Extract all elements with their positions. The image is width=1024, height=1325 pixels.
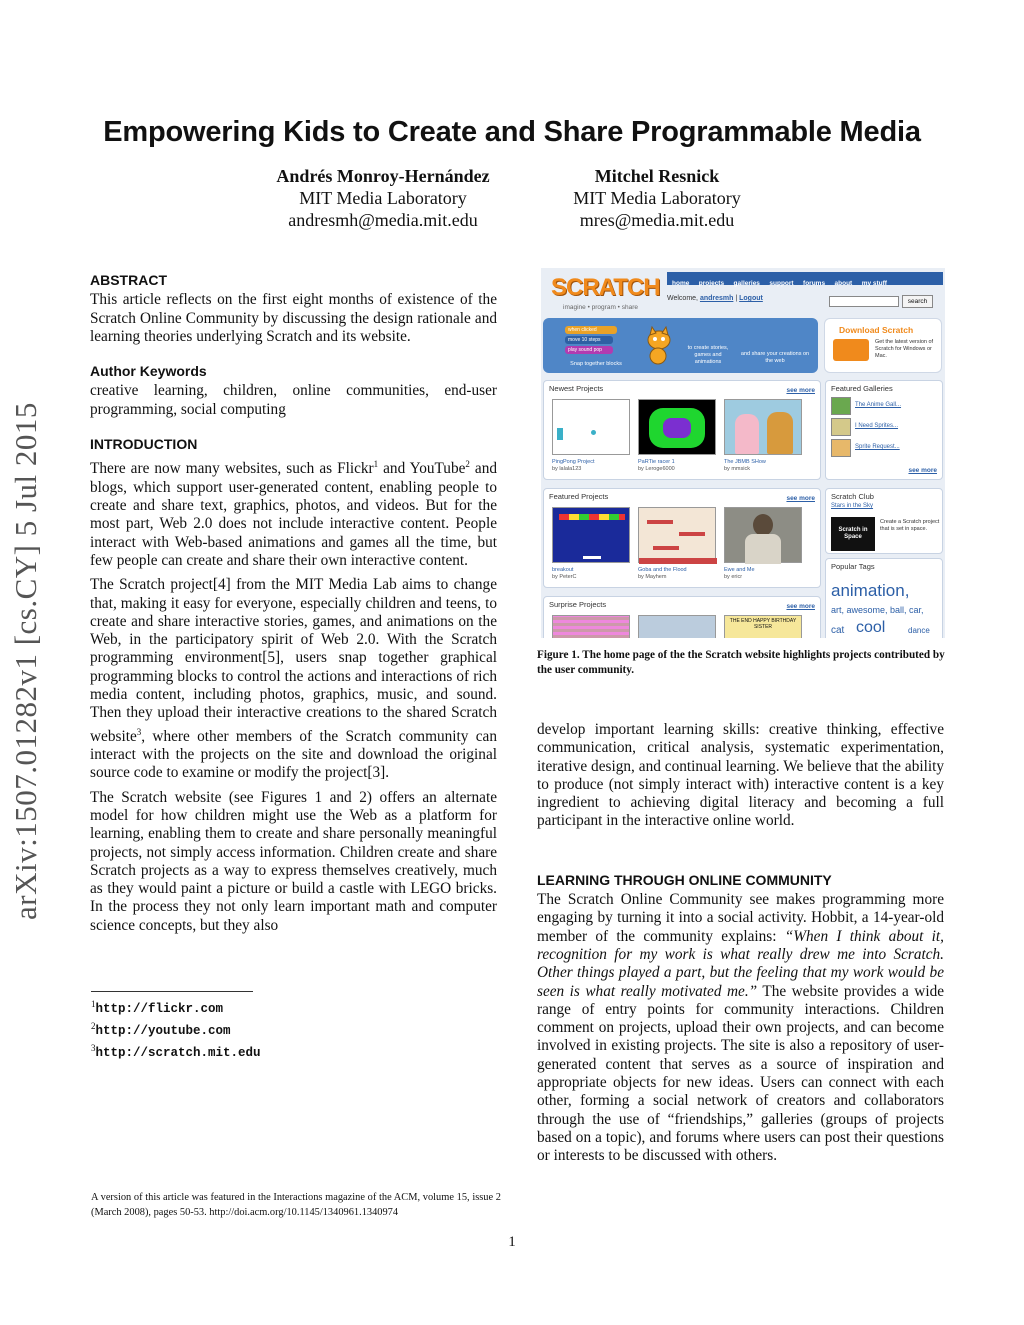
project-name[interactable]: PingPong Project bbox=[552, 459, 595, 465]
project-name[interactable]: Ewe and Me bbox=[724, 567, 755, 573]
search-input[interactable] bbox=[829, 296, 899, 307]
download-text: Get the latest version of Scratch for Windows or Mac. bbox=[875, 339, 934, 359]
project-thumbnail[interactable] bbox=[638, 399, 716, 455]
banner-snap-text: Snap together blocks bbox=[570, 361, 622, 367]
cat-sprite-icon bbox=[643, 326, 675, 366]
gallery-link[interactable]: Sprite Request... bbox=[855, 444, 900, 450]
user-link[interactable]: andresmh bbox=[699, 295, 734, 302]
nav-galleries[interactable]: galleries bbox=[733, 280, 760, 287]
featured-projects-heading: Featured Projects bbox=[549, 492, 609, 501]
footnote-1: $^1$http://flickr.com bbox=[91, 999, 224, 1017]
download-icon bbox=[833, 339, 869, 361]
gallery-link[interactable]: I Need Sprites... bbox=[855, 423, 899, 429]
author-block-1 bbox=[254, 165, 512, 231]
see-more-link[interactable]: see more bbox=[786, 387, 815, 394]
abstract-heading: ABSTRACT bbox=[90, 272, 167, 288]
block-move: move 10 steps bbox=[565, 336, 613, 344]
project-author[interactable]: by Leroge6000 bbox=[638, 466, 675, 472]
featured-galleries-heading: Featured Galleries bbox=[831, 384, 893, 393]
nav-support[interactable]: support bbox=[769, 280, 794, 287]
nav-home[interactable]: home bbox=[672, 280, 690, 287]
project-name[interactable]: Goba and the Flood bbox=[638, 567, 687, 573]
see-more-link[interactable]: see more bbox=[908, 467, 937, 474]
footnote-3: $^3$http://scratch.mit.edu bbox=[91, 1043, 261, 1061]
project-name[interactable]: The JBMB SHow bbox=[724, 459, 766, 465]
project-thumbnail[interactable] bbox=[638, 615, 716, 638]
block-when-clicked: when clicked bbox=[565, 326, 617, 334]
tag-cat[interactable]: cat bbox=[831, 625, 845, 636]
hobbit-quote: “When I think about it, recognition for my work is what really drew me into Scratch. Other things played a part, but the feeling that my work would be seen is what really motivated me.” bbox=[537, 927, 944, 1000]
footnotes bbox=[91, 996, 391, 1062]
keywords-text: creative learning, children, online communities, end-user programming, social computing bbox=[90, 382, 497, 418]
left-column bbox=[90, 271, 497, 941]
popular-tags-panel bbox=[825, 558, 943, 638]
figure-caption: Figure 1. The home page of the the Scratch website highlights projects contributed by the user community. bbox=[537, 649, 945, 676]
project-thumbnail[interactable]: THE END HAPPY BIRTHDAY SISTER bbox=[724, 615, 802, 638]
banner-create-text: to create stories, games and animations bbox=[687, 345, 729, 365]
club-badge[interactable]: Scratch in Space bbox=[831, 517, 875, 551]
surprise-projects-heading: Surprise Projects bbox=[549, 600, 607, 609]
nav-about[interactable]: about bbox=[834, 280, 853, 287]
club-link[interactable]: Stars in the Sky bbox=[831, 503, 874, 509]
nav-my-stuff[interactable]: my stuff bbox=[861, 280, 887, 287]
project-thumbnail[interactable] bbox=[638, 507, 716, 563]
popular-tags-heading: Popular Tags bbox=[831, 562, 875, 571]
promo-banner bbox=[543, 318, 818, 373]
featured-projects-panel bbox=[543, 488, 821, 588]
intro-paragraph-1: There are now many websites, such as Flickr$^1$ and YouTube$^2$ and blogs, which support user-generated content, enabling people to create and share text, graphics, photos, and videos. But for the most part, Web 2.0 does not include interactive content. People interact with Web-based animations and games all the time, but few people can create and share their own interactive content. bbox=[90, 459, 497, 569]
project-author[interactable]: by lalala123 bbox=[552, 466, 582, 472]
page-number: 1 bbox=[508, 1234, 516, 1250]
abstract-text: This article reflects on the first eight months of existence of the Scratch Online Community by discussing the design rationale and learning theories underlying Scratch and its website. bbox=[90, 291, 497, 345]
figure-scratch-homepage bbox=[541, 268, 945, 638]
scratch-club-heading: Scratch Club bbox=[831, 492, 874, 501]
download-title[interactable]: Download Scratch bbox=[839, 325, 914, 335]
footnote-link[interactable]: http://flickr.com bbox=[95, 1002, 224, 1017]
gallery-link[interactable]: The Anime Gall... bbox=[855, 402, 902, 408]
author-name: Mitchel Resnick bbox=[594, 166, 720, 186]
project-thumbnail[interactable] bbox=[552, 399, 630, 455]
keywords-heading: Author Keywords bbox=[90, 363, 207, 380]
project-author[interactable]: by mmsick bbox=[724, 466, 750, 472]
logout-link[interactable]: Logout bbox=[739, 295, 763, 302]
footnote-2: $^2$http://youtube.com bbox=[91, 1021, 231, 1039]
project-author[interactable]: by ericr bbox=[724, 574, 743, 580]
newest-projects-heading: Newest Projects bbox=[549, 384, 604, 393]
right-column bbox=[537, 721, 944, 1172]
project-author[interactable]: by PeterC bbox=[552, 574, 577, 580]
introduction-heading: INTRODUCTION bbox=[90, 436, 198, 453]
arxiv-identifier: arXiv:1507.01282v1 [cs.CY] 5 Jul 2015 bbox=[8, 402, 43, 920]
project-thumbnail[interactable] bbox=[724, 507, 802, 563]
nav-forums[interactable]: forums bbox=[803, 280, 826, 287]
scratch-logo: SCRATCH bbox=[551, 274, 660, 301]
site-nav bbox=[667, 272, 943, 285]
featured-galleries-panel bbox=[825, 380, 943, 480]
author-block-2 bbox=[528, 165, 786, 231]
gallery-thumbnail[interactable] bbox=[831, 397, 851, 415]
scratch-tagline: imagine • program • share bbox=[563, 304, 639, 311]
project-thumbnail[interactable] bbox=[552, 615, 630, 638]
club-text: Create a Scratch project that is set in space. bbox=[880, 519, 940, 532]
right-paragraph-2: The Scratch Online Community see makes programming more engaging by turning it into a social activity. Hobbit, a 14-year-old member of the community explains: “When I think about it, recognition for my work is what really drew me into Scratch. Other things played a part, but the feeling that my work would be seen is what really motivated me.” The website provides a wide range of entry points for community interactions. Children comment on projects, upload their own projects, and can become involved in existing projects. The site is also a repository of user-generated content that serves as a source of inspiration and appropriate objects for new ideas. Users can connect with each other, forming a social network of creators and collaborators through the use of “friendships,” galleries (groups of projects based on a topic), and forums where users can post their questions or interests to be discussed with others. bbox=[537, 891, 945, 1165]
author-affiliation: MIT Media Laboratory bbox=[573, 188, 741, 208]
tag-dance[interactable]: dance bbox=[908, 626, 930, 635]
venue-note: A version of this article was featured in the Interactions magazine of the ACM, volume 15, issue 2 (March 2008), pages 50-53. http://doi.acm.org/10.1145/1340961.1340974 bbox=[91, 1192, 501, 1218]
footnote-link[interactable]: http://youtube.com bbox=[95, 1024, 231, 1039]
footnote-link[interactable]: http://scratch.mit.edu bbox=[95, 1046, 261, 1061]
intro-paragraph-2: The Scratch project[4] from the MIT Media Lab aims to change that, making it easy for everyone, especially children and teens, to create and share interactive stories, games, and animations on the Web, in the participatory spirit of Web 2.0. With the Scratch programming environment[5], users snap together graphical programming blocks to control the actions and interactions of rich media content, including photos, graphics, music, and sound. Then they upload their interactive creations to the shared Scratch website$^3$, where other members of the Scratch community can interact with the projects on the site and download the original source code to examine or modify the project[3]. bbox=[90, 576, 497, 782]
tag-list[interactable]: art, awesome, ball, car, bbox=[831, 605, 924, 615]
footnote-rule bbox=[91, 991, 253, 992]
surprise-projects-panel bbox=[543, 596, 821, 638]
tag-animation[interactable]: animation, bbox=[831, 581, 910, 600]
project-thumbnail[interactable] bbox=[552, 507, 630, 563]
search-button[interactable]: search bbox=[902, 295, 933, 308]
project-name[interactable]: breakout bbox=[552, 567, 574, 573]
banner-share-text: and share your creations on the web bbox=[740, 351, 810, 364]
project-thumbnail[interactable] bbox=[724, 399, 802, 455]
project-author[interactable]: by Mayhem bbox=[638, 574, 667, 580]
see-more-link[interactable]: see more bbox=[786, 603, 815, 610]
gallery-thumbnail[interactable] bbox=[831, 439, 851, 457]
author-email: andresmh@media.mit.edu bbox=[288, 210, 478, 230]
scratch-club-panel bbox=[825, 488, 943, 554]
author-name: Andrés Monroy-Hernández bbox=[276, 166, 490, 186]
nav-projects[interactable]: projects bbox=[698, 280, 725, 287]
see-more-link[interactable]: see more bbox=[786, 495, 815, 502]
learning-community-heading: LEARNING THROUGH ONLINE COMMUNITY bbox=[537, 871, 832, 888]
gallery-thumbnail[interactable] bbox=[831, 418, 851, 436]
right-paragraph-1: develop important learning skills: creative thinking, effective communication, critical analysis, systematic experimentation, iterative design, and continual learning. We believe that the ability to produce (not simply interact with) interactive content is a key ingredient to achieving digital literacy and becoming a full participant in the interactive online world. bbox=[537, 721, 944, 830]
newest-projects-panel bbox=[543, 380, 821, 480]
download-box[interactable] bbox=[824, 318, 942, 373]
paper-title: Empowering Kids to Create and Share Programmable Media bbox=[103, 116, 921, 148]
author-affiliation: MIT Media Laboratory bbox=[299, 188, 467, 208]
tag-cool[interactable]: cool bbox=[856, 619, 886, 636]
welcome-text: Welcome, andresmh | Logout bbox=[667, 295, 763, 302]
intro-paragraph-3: The Scratch website (see Figures 1 and 2) offers an alternate model for how children might use the Web as a platform for learning, enabling them to create and share personally meaningful projects, not simply access information. Children create and share Scratch projects as a way to express themselves creatively, much as they would paint a picture or build a castle with LEGO bricks. In the process they not only learn important math and computer science concepts, but they also bbox=[90, 788, 497, 934]
project-name[interactable]: PaRTie racer 1 bbox=[638, 459, 675, 465]
author-email: mres@media.mit.edu bbox=[579, 210, 735, 230]
block-sound: play sound pop bbox=[565, 346, 613, 354]
